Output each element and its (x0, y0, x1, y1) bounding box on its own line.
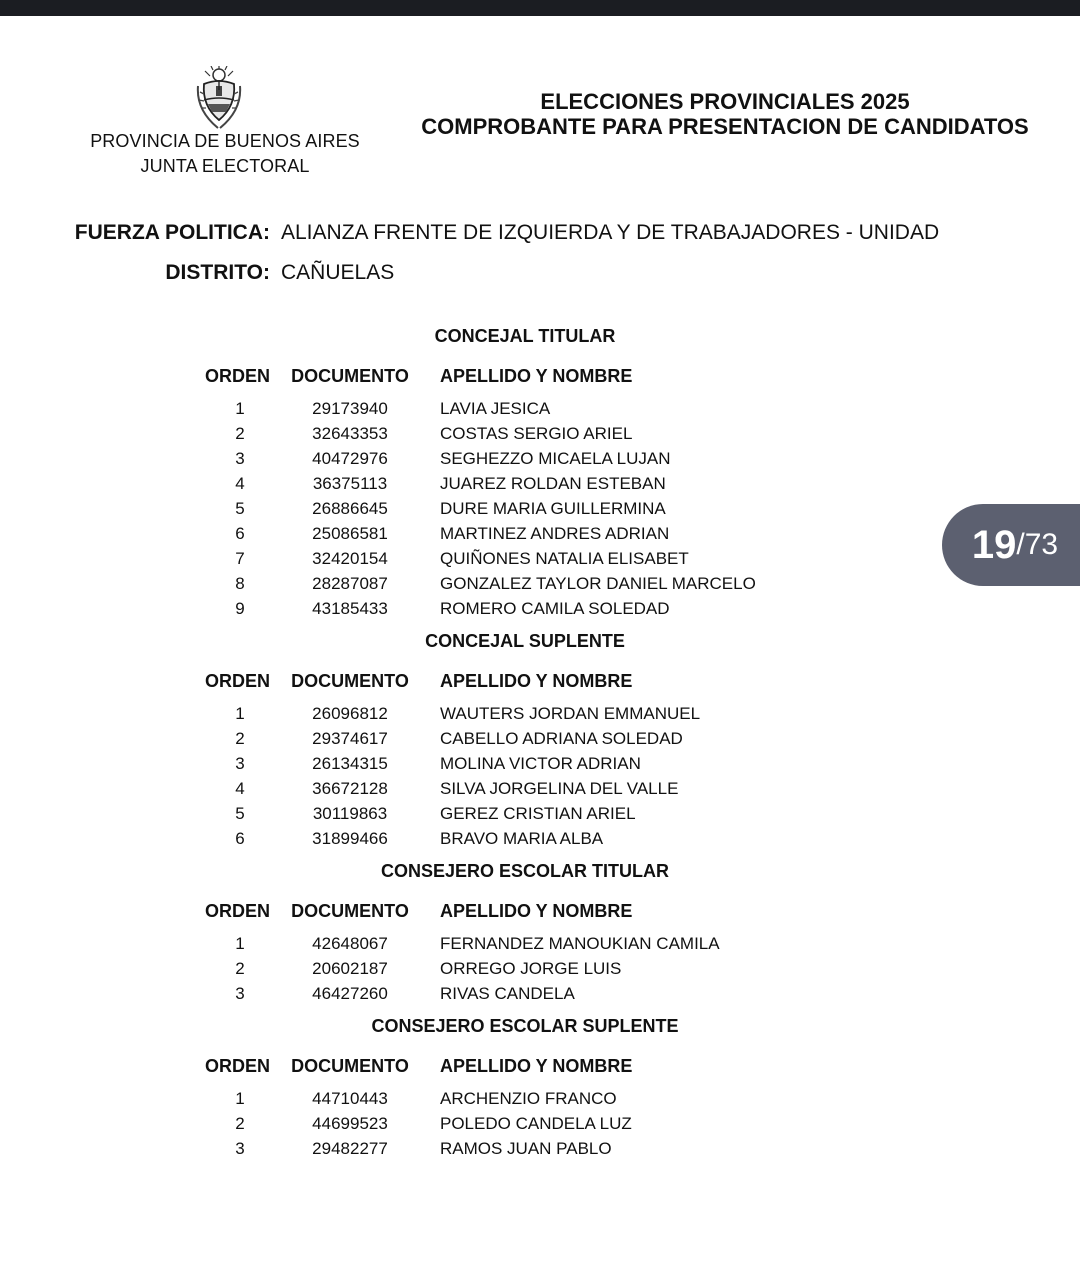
page-indicator[interactable] (942, 504, 1080, 586)
cell-nombre: COSTAS SERGIO ARIEL (440, 424, 633, 443)
cell-orden: 2 (235, 959, 245, 978)
total-pages: 73 (1024, 528, 1059, 561)
page-separator: / (1016, 528, 1025, 561)
cell-nombre: LAVIA JESICA (440, 399, 551, 418)
column-header-orden: ORDEN (204, 901, 270, 921)
cell-nombre: DURE MARIA GUILLERMINA (440, 499, 666, 518)
cell-documento: 42648067 (312, 934, 388, 953)
cell-orden: 3 (235, 754, 245, 773)
cell-nombre: QUIÑONES NATALIA ELISABET (440, 549, 689, 568)
column-header-documento: DOCUMENTO (291, 366, 409, 386)
viewer-top-bar (0, 0, 1080, 16)
cell-nombre: CABELLO ADRIANA SOLEDAD (440, 729, 683, 748)
cell-documento: 44699523 (312, 1114, 388, 1133)
cell-orden: 3 (235, 984, 245, 1003)
cell-documento: 31899466 (312, 829, 388, 848)
cell-nombre: ARCHENZIO FRANCO (440, 1089, 617, 1108)
cell-documento: 43185433 (312, 599, 388, 618)
cell-documento: 20602187 (312, 959, 388, 978)
column-header-nombre: APELLIDO Y NOMBRE (440, 1056, 633, 1076)
column-header-documento: DOCUMENTO (291, 671, 409, 691)
cell-orden: 4 (235, 779, 245, 798)
column-header-orden: ORDEN (204, 1056, 270, 1076)
cell-nombre: JUAREZ ROLDAN ESTEBAN (440, 474, 666, 493)
cell-orden: 5 (235, 499, 245, 518)
coat-of-arms-icon (196, 66, 242, 132)
column-header-nombre: APELLIDO Y NOMBRE (440, 901, 633, 921)
cell-orden: 4 (235, 474, 245, 493)
fuerza-politica-label: FUERZA POLITICA: (74, 221, 270, 244)
cell-nombre: SEGHEZZO MICAELA LUJAN (440, 449, 671, 468)
cell-documento: 26134315 (312, 754, 388, 773)
column-header-orden: ORDEN (204, 366, 270, 386)
cell-nombre: BRAVO MARIA ALBA (440, 829, 604, 848)
fuerza-politica-value: ALIANZA FRENTE DE IZQUIERDA Y DE TRABAJADORES - UNIDAD (281, 221, 940, 244)
cell-orden: 3 (235, 449, 245, 468)
current-page: 19 (971, 522, 1017, 567)
column-header-documento: DOCUMENTO (291, 1056, 409, 1076)
cell-documento: 46427260 (312, 984, 388, 1003)
cell-orden: 8 (235, 574, 245, 593)
cell-orden: 1 (235, 399, 245, 418)
cell-orden: 5 (235, 804, 245, 823)
cell-documento: 36375113 (312, 474, 388, 493)
cell-orden: 2 (235, 729, 245, 748)
cell-documento: 26886645 (312, 499, 388, 518)
cell-nombre: ORREGO JORGE LUIS (440, 959, 622, 978)
column-header-nombre: APELLIDO Y NOMBRE (440, 671, 633, 691)
cell-orden: 3 (235, 1139, 245, 1158)
cell-nombre: MOLINA VICTOR ADRIAN (440, 754, 641, 773)
cell-orden: 1 (235, 704, 245, 723)
cell-nombre: ROMERO CAMILA SOLEDAD (440, 599, 670, 618)
cell-nombre: RAMOS JUAN PABLO (440, 1139, 612, 1158)
cell-nombre: FERNANDEZ MANOUKIAN CAMILA (440, 934, 720, 953)
cell-nombre: SILVA JORGELINA DEL VALLE (440, 779, 679, 798)
province-name: PROVINCIA DE BUENOS AIRES (90, 131, 360, 151)
cell-documento: 44710443 (312, 1089, 388, 1108)
cell-nombre: POLEDO CANDELA LUZ (440, 1114, 632, 1133)
cell-orden: 7 (235, 549, 245, 568)
cell-nombre: GONZALEZ TAYLOR DANIEL MARCELO (440, 574, 756, 593)
cell-nombre: RIVAS CANDELA (440, 984, 575, 1003)
section-title: CONCEJAL TITULAR (434, 326, 616, 346)
cell-documento: 30119863 (312, 804, 388, 823)
cell-documento: 29374617 (312, 729, 388, 748)
section-title: CONSEJERO ESCOLAR TITULAR (380, 861, 670, 881)
cell-documento: 26096812 (312, 704, 388, 723)
distrito-label: DISTRITO: (165, 261, 270, 284)
section-title: CONCEJAL SUPLENTE (425, 631, 625, 651)
column-header-nombre: APELLIDO Y NOMBRE (440, 366, 633, 386)
column-header-orden: ORDEN (204, 671, 270, 691)
cell-nombre: WAUTERS JORDAN EMMANUEL (440, 704, 701, 723)
distrito-value: CAÑUELAS (281, 261, 395, 284)
cell-documento: 29482277 (312, 1139, 388, 1158)
cell-documento: 32643353 (312, 424, 388, 443)
document-subtitle: COMPROBANTE PARA PRESENTACION DE CANDIDATOS (421, 114, 1029, 139)
cell-orden: 9 (235, 599, 245, 618)
cell-orden: 6 (235, 524, 245, 543)
document-title: ELECCIONES PROVINCIALES 2025 (540, 89, 910, 114)
cell-orden: 1 (235, 1089, 245, 1108)
column-header-documento: DOCUMENTO (291, 901, 409, 921)
cell-orden: 2 (235, 424, 245, 443)
cell-orden: 6 (235, 829, 245, 848)
cell-documento: 29173940 (312, 399, 388, 418)
cell-nombre: MARTINEZ ANDRES ADRIAN (440, 524, 670, 543)
cell-documento: 28287087 (312, 574, 388, 593)
cell-documento: 40472976 (312, 449, 388, 468)
section-title: CONSEJERO ESCOLAR SUPLENTE (371, 1016, 679, 1036)
electoral-board: JUNTA ELECTORAL (140, 156, 310, 176)
cell-documento: 36672128 (312, 779, 388, 798)
cell-documento: 32420154 (312, 549, 388, 568)
cell-documento: 25086581 (312, 524, 388, 543)
cell-nombre: GEREZ CRISTIAN ARIEL (440, 804, 636, 823)
cell-orden: 1 (235, 934, 245, 953)
cell-orden: 2 (235, 1114, 245, 1133)
